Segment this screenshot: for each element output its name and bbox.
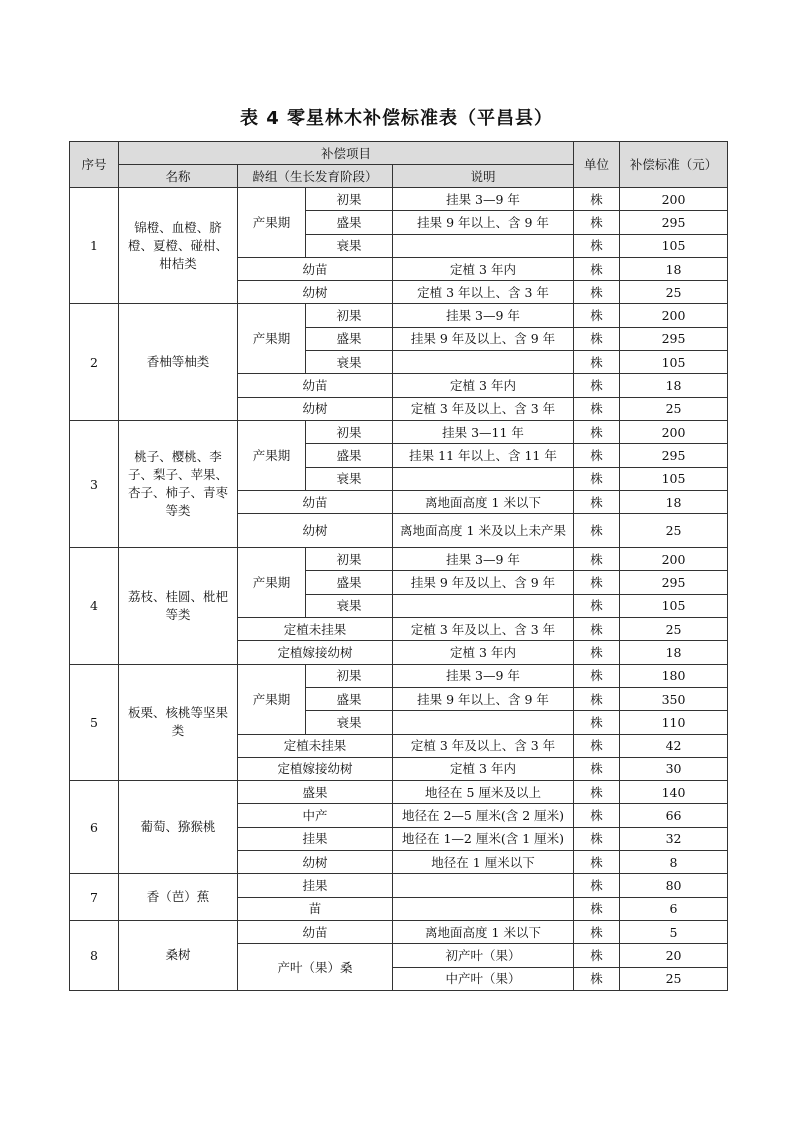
stage-cell: 产果期 xyxy=(238,548,306,618)
unit-cell: 株 xyxy=(574,618,620,641)
table-row xyxy=(70,188,728,211)
sub-stage-cell: 盛果 xyxy=(306,687,393,710)
stage-cell: 定植嫁接幼树 xyxy=(238,757,393,780)
value-cell: 295 xyxy=(620,327,728,350)
description-cell: 挂果 9 年以上、含 9 年 xyxy=(393,211,574,234)
unit-cell: 株 xyxy=(574,304,620,327)
unit-cell: 株 xyxy=(574,548,620,571)
group-id: 7 xyxy=(70,874,119,921)
table-row xyxy=(70,664,728,687)
group-name: 板栗、核桃等坚果类 xyxy=(119,664,238,780)
value-cell: 295 xyxy=(620,571,728,594)
group-name: 桑树 xyxy=(119,920,238,990)
description-cell xyxy=(393,351,574,374)
description-cell: 挂果 3—11 年 xyxy=(393,420,574,443)
description-cell xyxy=(393,897,574,920)
stage-cell: 幼苗 xyxy=(238,374,393,397)
group-id: 8 xyxy=(70,920,119,990)
stage-cell: 苗 xyxy=(238,897,393,920)
description-cell: 地径在 2—5 厘米(含 2 厘米) xyxy=(393,804,574,827)
unit-cell: 株 xyxy=(574,594,620,617)
description-cell xyxy=(393,711,574,734)
unit-cell: 株 xyxy=(574,757,620,780)
group-name: 香柚等柚类 xyxy=(119,304,238,420)
description-cell: 离地面高度 1 米及以上未产果 xyxy=(393,514,574,548)
value-cell: 18 xyxy=(620,257,728,280)
group-id: 1 xyxy=(70,188,119,304)
value-cell: 5 xyxy=(620,920,728,943)
unit-cell: 株 xyxy=(574,874,620,897)
value-cell: 200 xyxy=(620,420,728,443)
value-cell: 25 xyxy=(620,514,728,548)
sub-stage-cell: 盛果 xyxy=(306,444,393,467)
table-row xyxy=(70,304,728,327)
unit-cell: 株 xyxy=(574,234,620,257)
description-cell: 定植 3 年内 xyxy=(393,641,574,664)
group-name: 荔枝、桂圆、枇杷等类 xyxy=(119,548,238,664)
sub-stage-cell: 衰果 xyxy=(306,467,393,490)
sub-stage-cell: 初果 xyxy=(306,420,393,443)
description-cell: 定植 3 年内 xyxy=(393,257,574,280)
group-id: 2 xyxy=(70,304,119,420)
sub-stage-cell: 衰果 xyxy=(306,234,393,257)
unit-cell: 株 xyxy=(574,734,620,757)
unit-cell: 株 xyxy=(574,851,620,874)
value-cell: 25 xyxy=(620,397,728,420)
table-body xyxy=(70,142,728,991)
stage-cell: 产果期 xyxy=(238,420,306,490)
value-cell: 8 xyxy=(620,851,728,874)
group-name: 香（芭）蕉 xyxy=(119,874,238,921)
header-stage: 龄组（生长发育阶段） xyxy=(238,165,393,188)
page-title: 表 4 零星林木补偿标准表（平昌县） xyxy=(239,108,554,129)
description-cell: 定植 3 年以上、含 3 年 xyxy=(393,281,574,304)
header-standard: 补偿标准（元） xyxy=(620,142,728,188)
stage-cell: 定植未挂果 xyxy=(238,618,393,641)
description-cell: 离地面高度 1 米以下 xyxy=(393,920,574,943)
description-cell: 挂果 3—9 年 xyxy=(393,548,574,571)
description-cell: 挂果 3—9 年 xyxy=(393,664,574,687)
stage-cell: 挂果 xyxy=(238,874,393,897)
value-cell: 18 xyxy=(620,490,728,513)
stage-cell: 产叶（果）桑 xyxy=(238,944,393,991)
value-cell: 110 xyxy=(620,711,728,734)
description-cell: 定植 3 年内 xyxy=(393,374,574,397)
value-cell: 32 xyxy=(620,827,728,850)
description-cell: 定植 3 年及以上、含 3 年 xyxy=(393,618,574,641)
unit-cell: 株 xyxy=(574,641,620,664)
description-cell xyxy=(393,874,574,897)
stage-cell: 定植未挂果 xyxy=(238,734,393,757)
value-cell: 25 xyxy=(620,618,728,641)
header-description: 说明 xyxy=(393,165,574,188)
unit-cell: 株 xyxy=(574,920,620,943)
table-row xyxy=(70,548,728,571)
sub-stage-cell: 初果 xyxy=(306,188,393,211)
compensation-table xyxy=(69,141,728,991)
unit-cell: 株 xyxy=(574,211,620,234)
unit-cell: 株 xyxy=(574,664,620,687)
stage-cell: 产果期 xyxy=(238,664,306,734)
value-cell: 20 xyxy=(620,944,728,967)
table-row xyxy=(70,874,728,897)
value-cell: 6 xyxy=(620,897,728,920)
unit-cell: 株 xyxy=(574,374,620,397)
unit-cell: 株 xyxy=(574,944,620,967)
group-id: 3 xyxy=(70,420,119,547)
value-cell: 295 xyxy=(620,444,728,467)
value-cell: 105 xyxy=(620,467,728,490)
description-cell: 挂果 3—9 年 xyxy=(393,304,574,327)
group-id: 5 xyxy=(70,664,119,780)
description-cell: 地径在 1—2 厘米(含 1 厘米) xyxy=(393,827,574,850)
unit-cell: 株 xyxy=(574,281,620,304)
stage-cell: 定植嫁接幼树 xyxy=(238,641,393,664)
sub-stage-cell: 衰果 xyxy=(306,711,393,734)
description-cell: 挂果 9 年及以上、含 9 年 xyxy=(393,571,574,594)
sub-stage-cell: 初果 xyxy=(306,304,393,327)
sub-stage-cell: 初果 xyxy=(306,664,393,687)
sub-stage-cell: 盛果 xyxy=(306,327,393,350)
sub-stage-cell: 初果 xyxy=(306,548,393,571)
unit-cell: 株 xyxy=(574,257,620,280)
unit-cell: 株 xyxy=(574,571,620,594)
stage-cell: 产果期 xyxy=(238,304,306,374)
group-id: 4 xyxy=(70,548,119,664)
description-cell: 挂果 11 年以上、含 11 年 xyxy=(393,444,574,467)
unit-cell: 株 xyxy=(574,327,620,350)
value-cell: 25 xyxy=(620,967,728,990)
description-cell: 挂果 3—9 年 xyxy=(393,188,574,211)
value-cell: 105 xyxy=(620,351,728,374)
description-cell: 中产叶（果） xyxy=(393,967,574,990)
stage-cell: 幼苗 xyxy=(238,920,393,943)
group-id: 6 xyxy=(70,781,119,874)
stage-cell: 幼树 xyxy=(238,397,393,420)
unit-cell: 株 xyxy=(574,711,620,734)
stage-cell: 中产 xyxy=(238,804,393,827)
description-cell: 定植 3 年内 xyxy=(393,757,574,780)
group-name: 桃子、樱桃、李子、梨子、苹果、杏子、柿子、青枣等类 xyxy=(119,420,238,547)
stage-cell: 幼树 xyxy=(238,851,393,874)
description-cell: 挂果 9 年以上、含 9 年 xyxy=(393,687,574,710)
description-cell xyxy=(393,594,574,617)
stage-cell: 挂果 xyxy=(238,827,393,850)
stage-cell: 幼树 xyxy=(238,281,393,304)
description-cell: 定植 3 年及以上、含 3 年 xyxy=(393,734,574,757)
group-name: 葡萄、猕猴桃 xyxy=(119,781,238,874)
unit-cell: 株 xyxy=(574,490,620,513)
sub-stage-cell: 盛果 xyxy=(306,211,393,234)
unit-cell: 株 xyxy=(574,188,620,211)
unit-cell: 株 xyxy=(574,397,620,420)
value-cell: 295 xyxy=(620,211,728,234)
value-cell: 66 xyxy=(620,804,728,827)
table-row xyxy=(70,420,728,443)
header-seq: 序号 xyxy=(70,142,119,188)
value-cell: 30 xyxy=(620,757,728,780)
value-cell: 140 xyxy=(620,781,728,804)
unit-cell: 株 xyxy=(574,781,620,804)
stage-cell: 幼苗 xyxy=(238,490,393,513)
stage-cell: 幼苗 xyxy=(238,257,393,280)
value-cell: 200 xyxy=(620,548,728,571)
header-name: 名称 xyxy=(119,165,238,188)
description-cell: 初产叶（果） xyxy=(393,944,574,967)
unit-cell: 株 xyxy=(574,351,620,374)
value-cell: 18 xyxy=(620,374,728,397)
header-row xyxy=(70,142,728,165)
sub-stage-cell: 衰果 xyxy=(306,594,393,617)
description-cell: 离地面高度 1 米以下 xyxy=(393,490,574,513)
value-cell: 350 xyxy=(620,687,728,710)
unit-cell: 株 xyxy=(574,514,620,548)
sub-stage-cell: 衰果 xyxy=(306,351,393,374)
description-cell: 定植 3 年及以上、含 3 年 xyxy=(393,397,574,420)
group-name: 锦橙、血橙、脐橙、夏橙、碰柑、柑桔类 xyxy=(119,188,238,304)
value-cell: 105 xyxy=(620,234,728,257)
value-cell: 180 xyxy=(620,664,728,687)
value-cell: 25 xyxy=(620,281,728,304)
header-items: 补偿项目 xyxy=(119,142,574,165)
value-cell: 18 xyxy=(620,641,728,664)
header-unit: 单位 xyxy=(574,142,620,188)
description-cell: 地径在 5 厘米及以上 xyxy=(393,781,574,804)
unit-cell: 株 xyxy=(574,420,620,443)
unit-cell: 株 xyxy=(574,444,620,467)
stage-cell: 盛果 xyxy=(238,781,393,804)
stage-cell: 幼树 xyxy=(238,514,393,548)
description-cell xyxy=(393,234,574,257)
description-cell xyxy=(393,467,574,490)
value-cell: 200 xyxy=(620,188,728,211)
unit-cell: 株 xyxy=(574,804,620,827)
stage-cell: 产果期 xyxy=(238,188,306,258)
unit-cell: 株 xyxy=(574,467,620,490)
unit-cell: 株 xyxy=(574,827,620,850)
description-cell: 挂果 9 年及以上、含 9 年 xyxy=(393,327,574,350)
unit-cell: 株 xyxy=(574,897,620,920)
value-cell: 105 xyxy=(620,594,728,617)
unit-cell: 株 xyxy=(574,687,620,710)
description-cell: 地径在 1 厘米以下 xyxy=(393,851,574,874)
value-cell: 80 xyxy=(620,874,728,897)
unit-cell: 株 xyxy=(574,967,620,990)
sub-stage-cell: 盛果 xyxy=(306,571,393,594)
value-cell: 200 xyxy=(620,304,728,327)
table-row xyxy=(70,920,728,943)
table-row xyxy=(70,781,728,804)
value-cell: 42 xyxy=(620,734,728,757)
